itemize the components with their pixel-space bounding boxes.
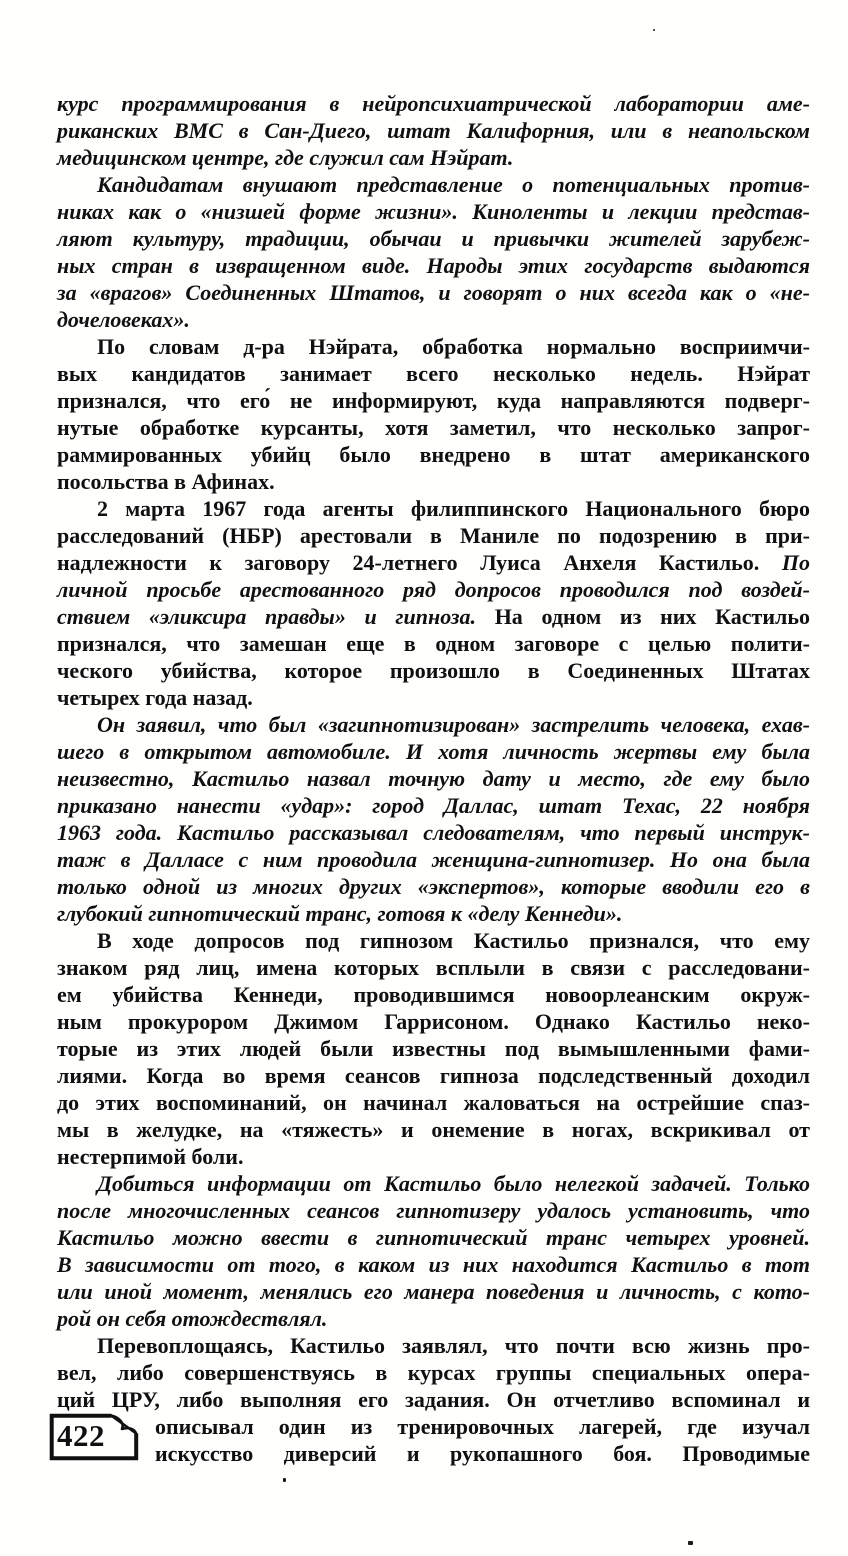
italic-text-segment: шего в открытом автомобиле. И хотя личность жертвы ему была (57, 739, 810, 764)
text-line (57, 738, 810, 765)
text-segment: мы в желудке, на «тяжесть» и онемение в ногах, вскрикивал от (57, 1117, 810, 1142)
text-line (57, 657, 810, 684)
text-line (155, 1440, 810, 1467)
italic-text-segment: таж в Далласе с ним проводила женщина-гипнотизер. Но она была (57, 847, 810, 872)
text-line (57, 1305, 810, 1332)
text-line (57, 1332, 810, 1359)
text-line (57, 495, 810, 522)
page-number-badge (48, 1412, 140, 1462)
text-segment: до этих воспоминаний, он начинал жаловаться на острейшие спаз- (57, 1090, 810, 1115)
text-line (57, 1089, 810, 1116)
italic-text-segment: В зависимости от того, в каком из них находится Кастильо в тот (57, 1252, 810, 1277)
text-segment: ческого убийства, которое произошло в Соединенных Штатах (57, 658, 810, 683)
italic-text-segment: Кандидатам внушают представление о потенциальных против- (97, 172, 810, 197)
text-line (57, 117, 810, 144)
text-line (57, 468, 810, 495)
text-line (57, 630, 810, 657)
italic-text-segment: ных стран в извращенном виде. Народы этих государств выдаются (57, 253, 810, 278)
text-line (57, 522, 810, 549)
text-segment: искусство диверсий и рукопашного боя. Проводимые (155, 1441, 810, 1466)
text-line (57, 927, 810, 954)
scan-speck (688, 1541, 693, 1545)
text-line (57, 225, 810, 252)
text-segment: На одном из них Кастильо (494, 604, 810, 629)
text-segment: Перевоплощаясь, Кастильо заявлял, что почти всю жизнь про- (97, 1333, 810, 1358)
text-line (155, 1413, 810, 1440)
text-line (57, 819, 810, 846)
text-line (57, 1143, 810, 1170)
text-line (57, 144, 810, 171)
page-number: 422 (57, 1417, 105, 1453)
text-line (57, 90, 810, 117)
text-line (57, 792, 810, 819)
text-column (57, 90, 810, 1467)
text-line (57, 1116, 810, 1143)
italic-text-segment: Добиться информации от Кастильо было нелегкой задачей. Только (97, 1171, 810, 1196)
text-segment: лиями. Когда во время сеансов гипноза подследственный доходил (57, 1063, 810, 1088)
text-line (57, 900, 810, 927)
italic-text-segment: ствием «эликсира правды» и гипноза. (57, 604, 495, 629)
italic-text-segment: По (781, 550, 810, 575)
italic-text-segment: рой он себя отождествлял. (57, 1306, 328, 1331)
italic-text-segment: 1963 года. Кастильо рассказывал следователям, что первый инструк- (57, 820, 810, 845)
text-segment: надлежности к заговору 24-летнего Луиса Анхеля Кастильо. (57, 550, 782, 575)
text-line (57, 1278, 810, 1305)
text-line (57, 333, 810, 360)
italic-text-segment: неизвестно, Кастильо назвал точную дату и место, где ему было (57, 766, 810, 791)
text-line (57, 1224, 810, 1251)
text-segment: описывал один из тренировочных лагерей, где изучал (155, 1414, 810, 1439)
italic-text-segment: Он заявил, что был «загипнотизирован» застрелить человека, ехав- (97, 712, 810, 737)
text-line (57, 279, 810, 306)
text-segment: посольства в Афинах. (57, 469, 275, 494)
text-line (57, 198, 810, 225)
text-line (57, 1386, 810, 1413)
italic-text-segment: личной просьбе арестованного ряд допросов проводился под воздей- (57, 577, 810, 602)
italic-text-segment: глубокий гипнотический транс, готовя к «делу Кеннеди». (57, 901, 623, 926)
text-line (57, 765, 810, 792)
scan-speck (283, 1478, 286, 1482)
text-segment: ций ЦРУ, либо выполняя его задания. Он отчетливо вспоминал и (57, 1387, 810, 1412)
text-segment: расследований (НБР) арестовали в Маниле по подозрению в при- (57, 523, 810, 548)
text-segment: нестерпимой боли. (57, 1144, 244, 1169)
text-segment: вел, либо совершенствуясь в курсах группы специальных опера- (57, 1360, 810, 1385)
text-line (57, 1170, 810, 1197)
text-segment: В ходе допросов под гипнозом Кастильо признался, что ему (97, 928, 810, 953)
text-line (57, 441, 810, 468)
text-line (57, 252, 810, 279)
text-segment: четырех года назад. (57, 685, 253, 710)
text-line (57, 387, 810, 414)
text-segment: нутые обработке курсанты, хотя заметил, что несколько запрог- (57, 415, 810, 440)
text-line (57, 684, 810, 711)
text-segment: 2 марта 1967 года агенты филиппинского Национального бюро (97, 496, 810, 521)
text-line (57, 171, 810, 198)
text-line (57, 711, 810, 738)
text-segment: раммированных убийц было внедрено в штат американского (57, 442, 810, 467)
text-segment: вых кандидатов занимает всего несколько недель. Нэйрат (57, 361, 810, 386)
text-segment: По словам д-ра Нэйрата, обработка нормально восприимчи- (97, 334, 810, 359)
italic-text-segment: за «врагов» Соединенных Штатов, и говорят о них всегда как о «не- (57, 280, 810, 305)
text-segment: торые из этих людей были известны под вымышленными фами- (57, 1036, 810, 1061)
text-segment: ным прокурором Джимом Гаррисоном. Однако Кастильо неко- (57, 1009, 810, 1034)
scan-speck (653, 29, 655, 31)
text-line (57, 954, 810, 981)
italic-text-segment: только одной из многих других «экспертов», которые вводили его в (57, 874, 810, 899)
text-segment: признался, что его́ не информируют, куда направляются подверг- (57, 388, 810, 413)
text-line (57, 1197, 810, 1224)
text-line (57, 846, 810, 873)
italic-text-segment: риканских ВМС в Сан-Диего, штат Калифорния, или в неапольском (57, 118, 810, 143)
italic-text-segment: приказано нанести «удар»: город Даллас, штат Техас, 22 ноября (57, 793, 810, 818)
text-line (57, 306, 810, 333)
italic-text-segment: дочеловеках». (57, 307, 190, 332)
text-line (57, 981, 810, 1008)
text-segment: признался, что замешан еще в одном заговоре с целью полити- (57, 631, 810, 656)
text-segment: знаком ряд лиц, имена которых всплыли в связи с расследовани- (57, 955, 810, 980)
italic-text-segment: Кастильо можно ввести в гипнотический транс четырех уровней. (57, 1225, 810, 1250)
italic-text-segment: или иной момент, менялись его манера поведения и личность, с кото- (57, 1279, 810, 1304)
text-line (57, 549, 810, 576)
text-line (57, 1008, 810, 1035)
text-line (57, 873, 810, 900)
italic-text-segment: медицинском центре, где служил сам Нэйрат. (57, 145, 514, 170)
text-line (57, 360, 810, 387)
italic-text-segment: никах как о «низшей форме жизни». Киноленты и лекции представ- (57, 199, 810, 224)
text-line (57, 1359, 810, 1386)
text-line (57, 414, 810, 441)
text-line (57, 1035, 810, 1062)
text-line (57, 603, 810, 630)
text-line (57, 576, 810, 603)
text-line (57, 1062, 810, 1089)
italic-text-segment: после многочисленных сеансов гипнотизеру удалось установить, что (57, 1198, 810, 1223)
italic-text-segment: ляют культуру, традиции, обычаи и привычки жителей зарубеж- (57, 226, 810, 251)
text-segment: ем убийства Кеннеди, проводившимся новоорлеанским окруж- (57, 982, 810, 1007)
text-line (57, 1251, 810, 1278)
italic-text-segment: курс программирования в нейропсихиатрической лаборатории аме- (57, 91, 810, 116)
